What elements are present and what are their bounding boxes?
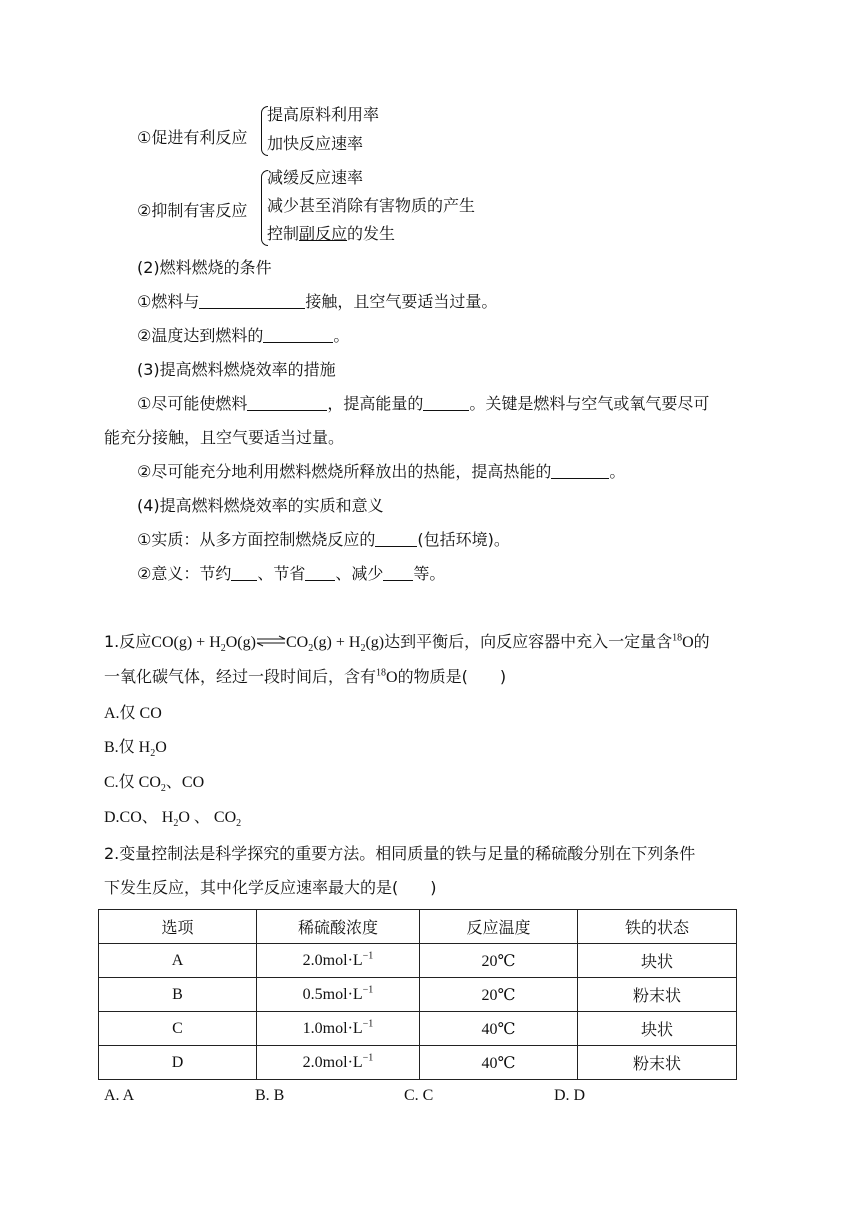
section-3-line-1: ①尽可能使燃料 ，提高能量的 。关键是燃料与空气或氧气要尽可	[137, 394, 710, 413]
section-2-title: (2)燃料燃烧的条件	[137, 258, 272, 277]
cell-temperature: 40℃	[420, 1012, 578, 1046]
cell-iron-state: 粉末状	[578, 978, 737, 1012]
outline-item1-sub1: 提高原料利用率	[267, 105, 380, 124]
outline-item2-label: ②抑制有害反应	[137, 201, 248, 220]
cell-temperature: 20℃	[420, 944, 578, 978]
q2-answer-c[interactable]: C. C	[404, 1087, 434, 1104]
fill-blank	[247, 394, 327, 411]
q2-options-table	[98, 909, 737, 1080]
q1-line-1: 1.反应$CO(g) + H_2O(g) CO_2(g) + H_2(g)$达到平衡后，向反应容器中充入一定量含$^{18}$O的	[104, 632, 710, 655]
outline-item2-sub2: 减少甚至消除有害物质的产生	[267, 196, 476, 215]
outline-item2-sub3: 控制副反应的发生	[267, 224, 396, 243]
section-4-line-1: ①实质：从多方面控制燃烧反应的 (包括环境)。	[137, 530, 510, 549]
table-row	[99, 1012, 737, 1046]
equilibrium-arrow-icon	[256, 635, 286, 647]
header-iron-state: 铁的状态	[578, 910, 737, 944]
table-row	[99, 1046, 737, 1080]
fill-blank	[231, 564, 257, 581]
cell-temperature: 20℃	[420, 978, 578, 1012]
q2-line-2: 下发生反应，其中化学反应速率最大的是( )	[104, 878, 437, 897]
cell-temperature: 40℃	[420, 1046, 578, 1080]
section-4-title: (4)提高燃料燃烧效率的实质和意义	[137, 496, 384, 515]
fill-blank	[375, 530, 417, 547]
q2-line-1: 2.变量控制法是科学探究的重要方法。相同质量的铁与足量的稀硫酸分别在下列条件	[104, 844, 696, 863]
cell-concentration: $2.0mol\cdot L^{-1}$	[257, 944, 420, 978]
q2-answer-b[interactable]: B. B	[255, 1087, 285, 1104]
cell-iron-state: 块状	[578, 1012, 737, 1046]
header-option: 选项	[99, 910, 257, 944]
fill-blank	[383, 564, 413, 581]
section-2-line-2: ②温度达到燃料的 。	[137, 326, 350, 345]
table-row	[99, 944, 737, 978]
q1-option-c[interactable]: C.仅 $CO_2$、CO	[104, 774, 205, 795]
table-row	[99, 978, 737, 1012]
header-temperature: 反应温度	[420, 910, 578, 944]
q1-option-a[interactable]: A.仅 CO	[104, 705, 162, 722]
cell-concentration: $1.0mol\cdot L^{-1}$	[257, 1012, 420, 1046]
outline-item2-sub1: 减缓反应速率	[267, 168, 364, 187]
fill-blank	[199, 292, 305, 309]
cell-option: C	[99, 1012, 257, 1046]
fill-blank	[305, 564, 335, 581]
cell-concentration: $2.0mol\cdot L^{-1}$	[257, 1046, 420, 1080]
cell-concentration: $0.5mol\cdot L^{-1}$	[257, 978, 420, 1012]
q1-option-d[interactable]: D.CO、 $H_2O$ 、 $CO_2$	[104, 809, 242, 830]
cell-iron-state: 块状	[578, 944, 737, 978]
cell-option: B	[99, 978, 257, 1012]
section-4-line-2: ②意义：节约 、节省 、减少 等。	[137, 564, 446, 583]
q1-line-2: 一氧化碳气体，经过一段时间后，含有$^{18}$O的物质是( )	[104, 667, 507, 686]
header-concentration: 稀硫酸浓度	[257, 910, 420, 944]
section-3-line-1-cont: 能充分接触，且空气要适当过量。	[104, 428, 345, 447]
outline-item1-label: ①促进有利反应	[137, 128, 248, 147]
q2-answer-a[interactable]: A. A	[104, 1087, 135, 1104]
outline-item1-sub2: 加快反应速率	[267, 134, 364, 153]
fill-blank	[263, 326, 333, 343]
q2-answer-d[interactable]: D. D	[554, 1087, 586, 1104]
q1-option-b[interactable]: B.仅 $H_2O$	[104, 739, 167, 760]
cell-iron-state: 粉末状	[578, 1046, 737, 1080]
section-3-title: (3)提高燃料燃烧效率的措施	[137, 360, 336, 379]
cell-option: A	[99, 944, 257, 978]
section-2-line-1: ①燃料与 接触，且空气要适当过量。	[137, 292, 498, 311]
fill-blank	[423, 394, 469, 411]
table-header-row	[99, 910, 737, 944]
fill-blank	[551, 462, 609, 479]
section-3-line-2: ②尽可能充分地利用燃料燃烧所释放出的热能，提高热能的 。	[137, 462, 626, 481]
cell-option: D	[99, 1046, 257, 1080]
